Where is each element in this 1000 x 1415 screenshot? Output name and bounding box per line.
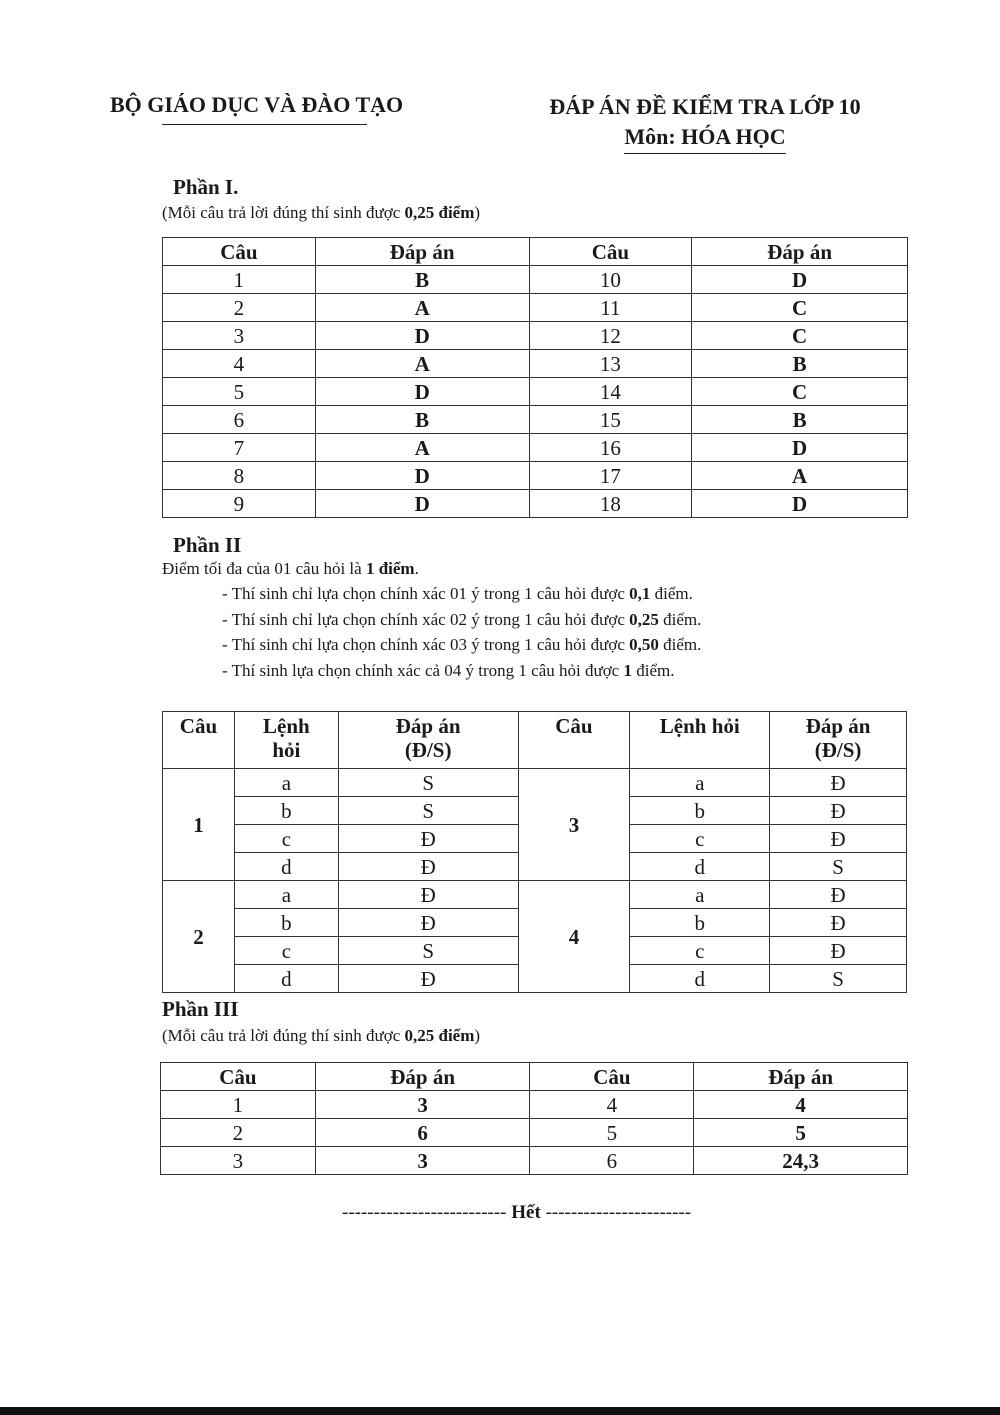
true-false-answer: Đ [770,797,907,825]
table-row [161,1091,908,1119]
true-false-answer: S [338,797,518,825]
item-letter: b [630,909,770,937]
answer-cell: B [315,406,529,434]
header-item-line1: Lệnh [263,714,310,738]
table-row [163,462,908,490]
table-row [163,881,907,909]
part1-answer-table [162,237,908,518]
answer-cell: B [315,266,529,294]
table-header-row [161,1063,908,1091]
header-answer-line1: Đáp án [805,714,871,738]
scoring-rule [222,607,701,633]
header-answer: Đáp án [692,238,908,266]
answer-cell: D [315,378,529,406]
question-number: 3 [518,769,630,881]
subject-title: Môn: HÓA HỌC [624,122,785,154]
question-number: 2 [163,881,235,993]
question-number: 13 [529,350,692,378]
table-row [163,406,908,434]
part1-note-points: 0,25 điểm [404,203,475,222]
part2-intro [162,559,419,579]
answer-cell: C [692,378,908,406]
part3-title: Phần III [162,997,239,1021]
part3-note [162,1026,480,1046]
question-number: 6 [163,406,316,434]
answer-cell: A [315,434,529,462]
answer-cell: D [692,434,908,462]
rule-points: 0,1 [629,584,651,603]
question-number: 18 [529,490,692,518]
answer-cell: 6 [315,1119,530,1147]
part3-note-close: ) [474,1026,481,1045]
question-number: 4 [518,881,630,993]
question-number: 2 [163,294,316,322]
question-number: 16 [529,434,692,462]
table-header-row [163,238,908,266]
table-row [163,490,908,518]
rule-points: 0,25 [629,609,659,629]
ministry-name: BỘ GIÁO DỤC VÀ ĐÀO TẠO [110,92,404,117]
item-letter: d [234,853,338,881]
header-answer-ds [338,712,518,769]
question-number: 5 [163,378,316,406]
header-question: Câu [163,712,235,769]
answer-cell: A [315,350,529,378]
question-number: 9 [163,490,316,518]
rule-text: - Thí sinh chỉ lựa chọn chính xác 02 ý trong 1 câu hỏi được [222,609,630,629]
item-letter: a [234,881,338,909]
answer-cell: D [315,462,529,490]
true-false-answer: S [338,937,518,965]
header-item [234,712,338,769]
true-false-answer: S [770,853,907,881]
end-text: Hết [511,1202,541,1223]
header-answer: Đáp án [694,1063,908,1091]
part2-scoring-rules [222,581,701,683]
scoring-rule [222,632,701,658]
rule-suffix: điểm. [658,635,702,654]
item-letter: c [630,937,770,965]
answer-cell: 3 [315,1147,530,1175]
header-question: Câu [518,712,630,769]
true-false-answer: Đ [338,881,518,909]
rule-points: 1 [623,660,632,680]
dashes-right: ----------------------- [545,1202,692,1223]
question-number: 10 [529,266,692,294]
question-number: 1 [163,266,316,294]
rule-text: - Thí sinh chỉ lựa chọn chính xác 03 ý trong 1 câu hỏi được [222,635,630,654]
true-false-answer: Đ [770,937,907,965]
true-false-answer: Đ [338,909,518,937]
answer-cell: A [692,462,908,490]
question-number: 14 [529,378,692,406]
item-letter: a [630,769,770,797]
end-marker [342,1202,691,1224]
answer-cell: 5 [694,1119,908,1147]
true-false-answer: S [338,769,518,797]
item-letter: a [234,769,338,797]
ministry-header [110,92,420,125]
item-letter: b [234,909,338,937]
part2-intro-points: 1 điểm [365,559,415,578]
table-row [163,378,908,406]
rule-text: - Thí sinh lựa chọn chính xác cả 04 ý trong 1 câu hỏi được [222,660,624,680]
question-number: 1 [161,1091,316,1119]
answer-cell: 4 [694,1091,908,1119]
answer-cell: 3 [315,1091,530,1119]
question-number: 15 [529,406,692,434]
answer-cell: C [692,322,908,350]
header-answer-line2: (Đ/S) [814,738,862,762]
document-title: ĐÁP ÁN ĐỀ KIỂM TRA LỚP 10 [549,94,861,119]
part3-answer-table [160,1062,908,1175]
part2-title: Phần II [173,533,242,557]
header-question: Câu [530,1063,694,1091]
part3-note-points: 0,25 điểm [404,1026,475,1045]
header-question: Câu [161,1063,316,1091]
table-row [163,350,908,378]
answer-cell: 24,3 [694,1147,908,1175]
question-number: 6 [530,1147,694,1175]
answer-cell: D [692,266,908,294]
answer-cell: B [692,350,908,378]
answer-cell: D [315,490,529,518]
answer-cell: B [692,406,908,434]
header-item-line2: hỏi [272,738,301,762]
part1-note-close: ) [474,203,481,222]
true-false-answer: Đ [338,853,518,881]
table-row [161,1147,908,1175]
table-row [163,769,907,797]
header-answer-ds [770,712,907,769]
dashes-left: -------------------------- [342,1202,507,1223]
part2-intro-text: Điểm tối đa của 01 câu hỏi là [162,559,366,578]
answer-cell: A [315,294,529,322]
true-false-answer: Đ [770,881,907,909]
question-number: 5 [530,1119,694,1147]
part1-title: Phần I. [173,175,239,199]
header-question: Câu [163,238,316,266]
table-row [163,434,908,462]
part2-answer-table [162,711,907,993]
item-letter: c [234,937,338,965]
question-number: 1 [163,769,235,881]
item-letter: c [630,825,770,853]
table-header-row [163,712,907,769]
item-letter: c [234,825,338,853]
question-number: 12 [529,322,692,350]
true-false-answer: Đ [770,769,907,797]
rule-suffix: điểm. [631,660,675,680]
header-answer-line1: Đáp án [395,714,461,738]
question-number: 4 [530,1091,694,1119]
header-answer: Đáp án [315,1063,530,1091]
ministry-underline [162,124,367,125]
header-answer: Đáp án [315,238,529,266]
item-letter: d [630,965,770,993]
question-number: 3 [163,322,316,350]
rule-points: 0,50 [629,635,659,654]
question-number: 3 [161,1147,316,1175]
table-row [163,294,908,322]
rule-suffix: điểm. [650,584,693,603]
item-letter: d [234,965,338,993]
true-false-answer: Đ [770,909,907,937]
header-answer-line2: (Đ/S) [404,738,452,762]
part3-note-text: (Mỗi câu trả lời đúng thí sinh được [162,1026,405,1045]
document-header [520,92,890,154]
true-false-answer: Đ [338,965,518,993]
header-item: Lệnh hỏi [630,712,770,769]
header-question: Câu [529,238,692,266]
answer-cell: D [315,322,529,350]
table-row [161,1119,908,1147]
part2-intro-end: . [414,559,419,578]
scoring-rule [222,581,701,607]
true-false-answer: Đ [338,825,518,853]
question-number: 11 [529,294,692,322]
item-letter: d [630,853,770,881]
question-number: 17 [529,462,692,490]
question-number: 8 [163,462,316,490]
scoring-rule [222,658,701,684]
rule-suffix: điểm. [658,609,702,629]
part1-note [162,203,480,223]
item-letter: a [630,881,770,909]
answer-cell: C [692,294,908,322]
true-false-answer: S [770,965,907,993]
question-number: 4 [163,350,316,378]
table-row [163,266,908,294]
item-letter: b [630,797,770,825]
scan-bottom-edge [0,1407,1000,1415]
part1-note-text: (Mỗi câu trả lời đúng thí sinh được [162,203,405,222]
true-false-answer: Đ [770,825,907,853]
item-letter: b [234,797,338,825]
rule-text: - Thí sinh chỉ lựa chọn chính xác 01 ý trong 1 câu hỏi được [222,584,630,603]
answer-cell: D [692,490,908,518]
table-row [163,322,908,350]
question-number: 7 [163,434,316,462]
question-number: 2 [161,1119,316,1147]
